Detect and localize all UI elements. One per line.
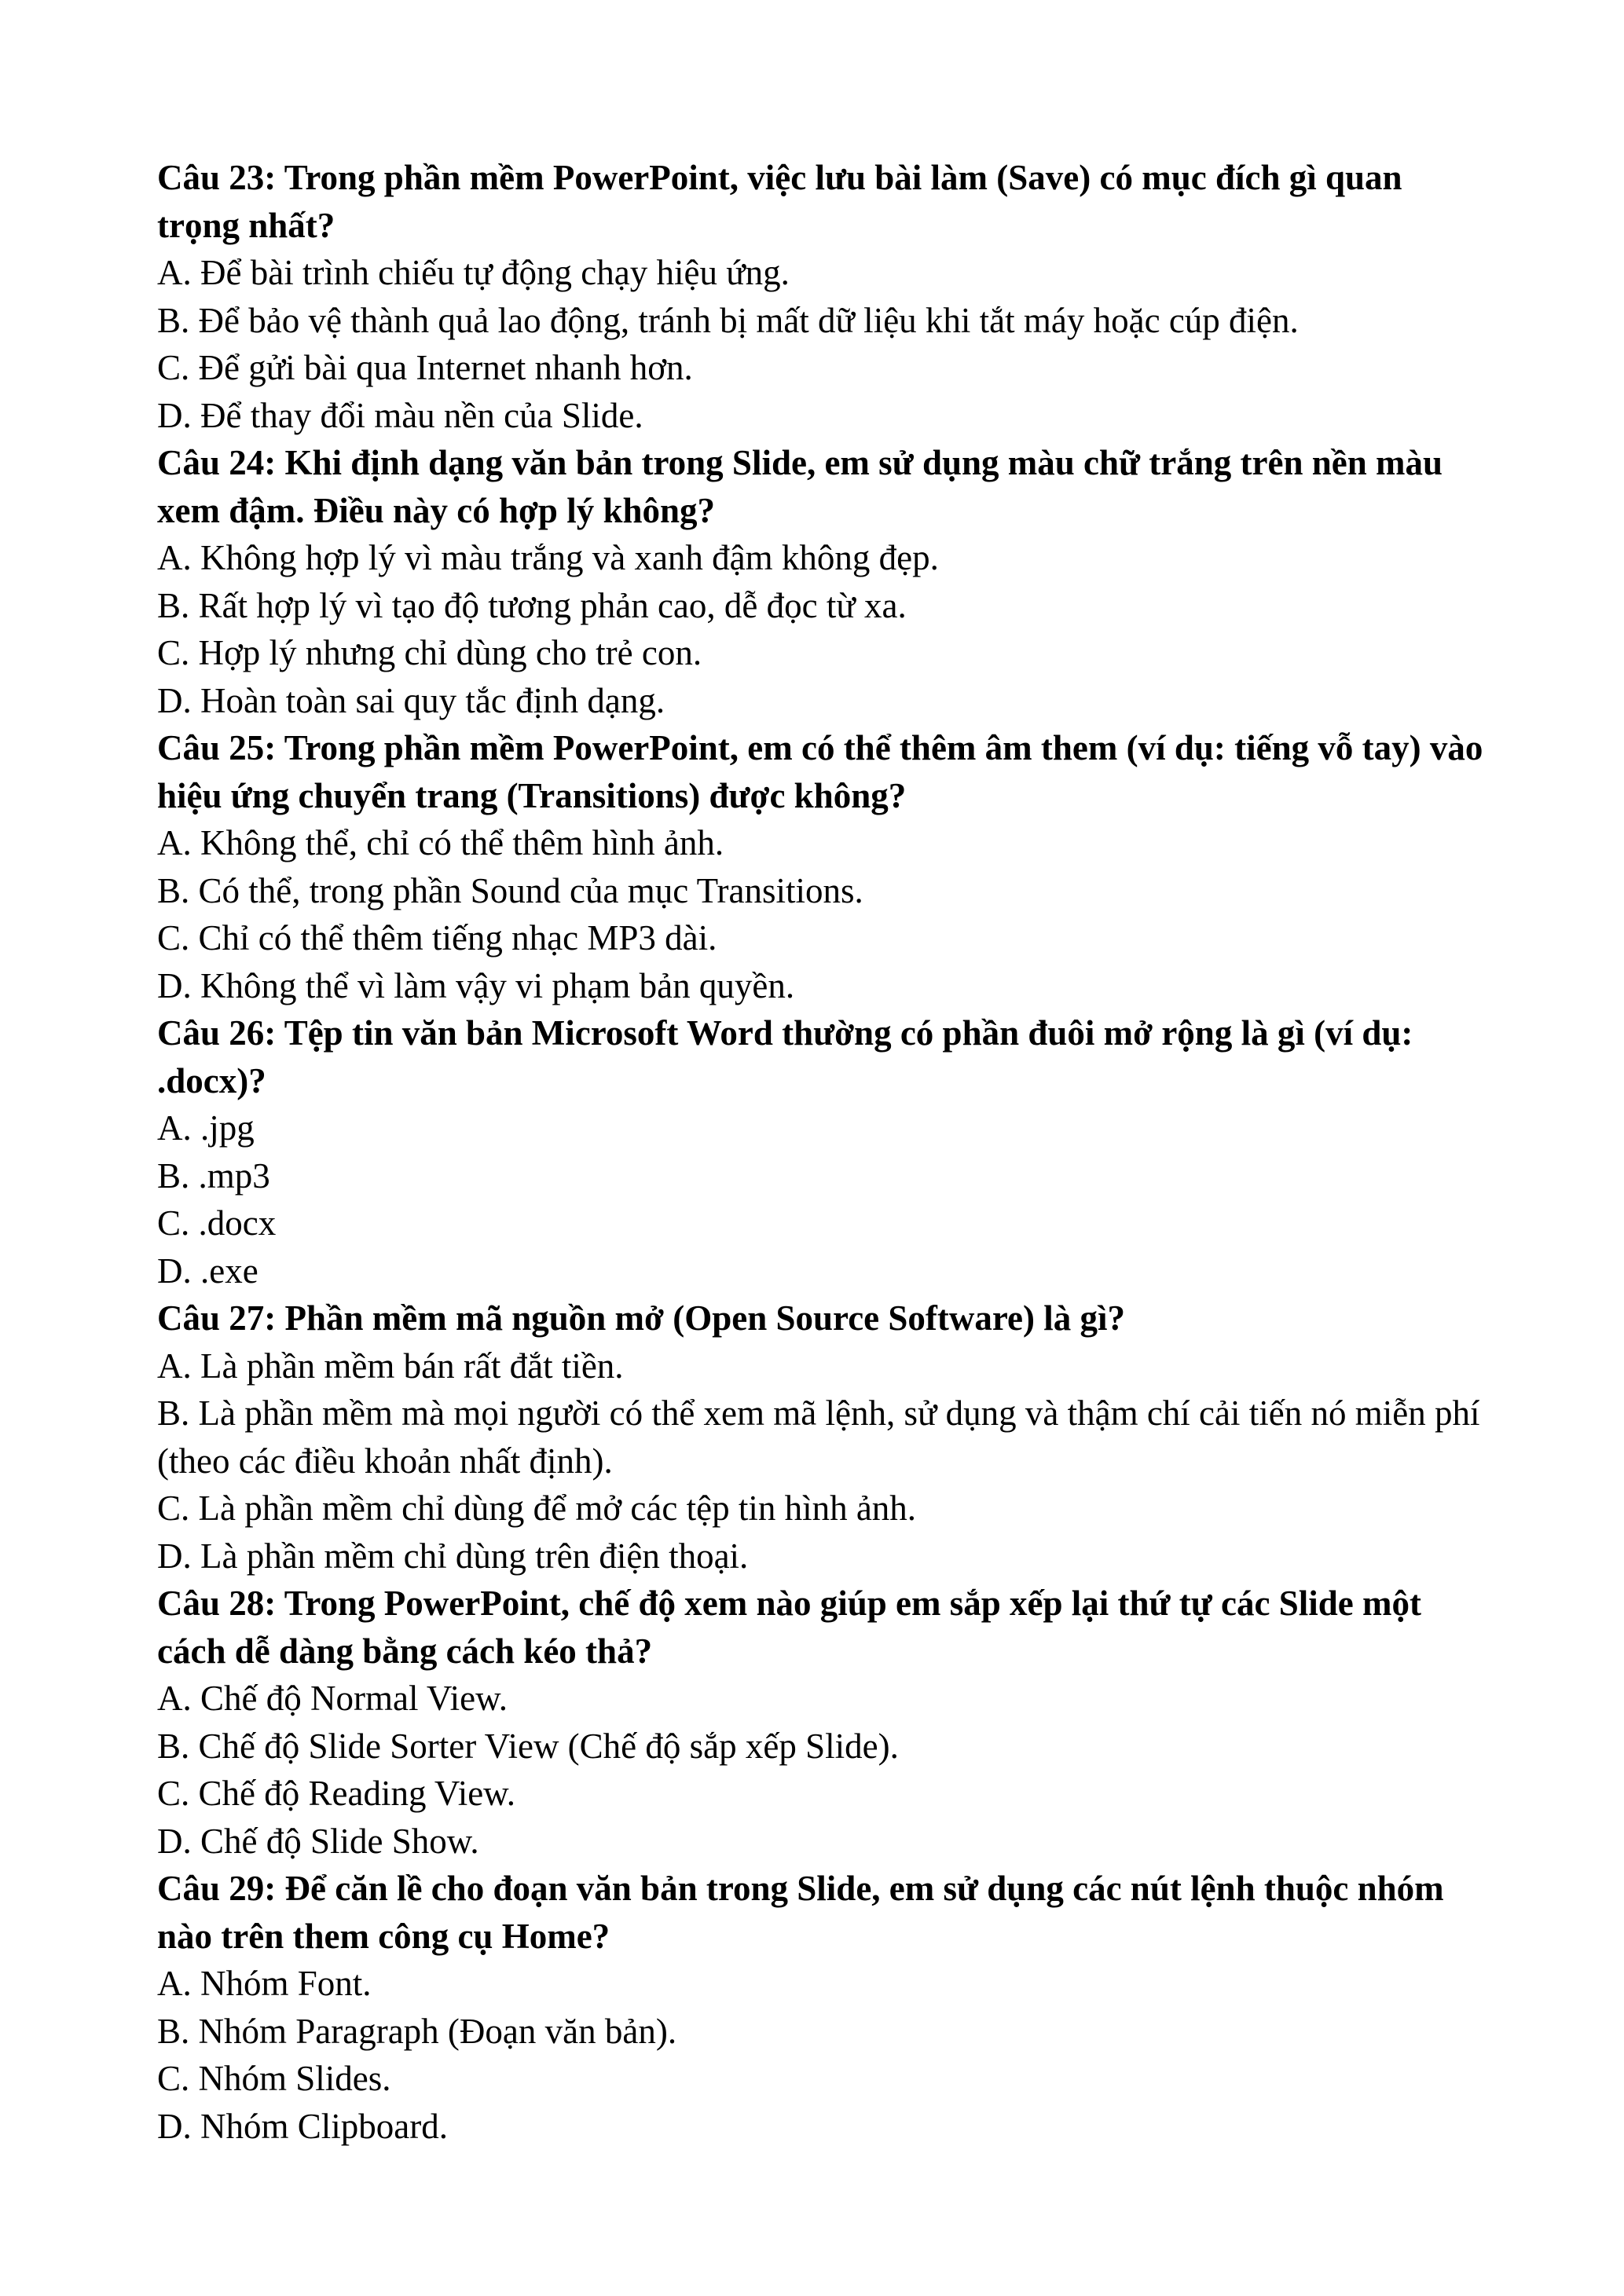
question-title: Câu 27: Phần mềm mã nguồn mở (Open Source Software) là gì? bbox=[157, 1298, 1126, 1338]
option-b: B. Rất hợp lý vì tạo độ tương phản cao, dễ đọc từ xa. bbox=[157, 585, 907, 625]
question-27 bbox=[157, 1294, 1493, 1580]
option-c: C. Chỉ có thể thêm tiếng nhạc MP3 dài. bbox=[157, 918, 717, 958]
option-c: C. Để gửi bài qua Internet nhanh hơn. bbox=[157, 348, 693, 387]
option-b: B. .mp3 bbox=[157, 1155, 270, 1196]
option-d: D. .exe bbox=[157, 1251, 258, 1291]
question-23 bbox=[157, 154, 1493, 439]
option-d: D. Không thể vì làm vậy vi phạm bản quyền. bbox=[157, 965, 795, 1005]
question-title: Câu 26: Tệp tin văn bản Microsoft Word thường có phần đuôi mở rộng là gì (ví dụ: .docx)? bbox=[157, 1013, 1413, 1100]
option-d: D. Hoàn toàn sai quy tắc định dạng. bbox=[157, 680, 665, 720]
option-c: C. .docx bbox=[157, 1203, 277, 1243]
question-title: Câu 28: Trong PowerPoint, chế độ xem nào giúp em sắp xếp lại thứ tự các Slide một cách dễ dàng bằng cách kéo thả? bbox=[157, 1584, 1421, 1671]
option-c: C. Là phần mềm chỉ dùng để mở các tệp tin hình ảnh. bbox=[157, 1489, 917, 1528]
question-title: Câu 24: Khi định dạng văn bản trong Slide, em sử dụng màu chữ trắng trên nền màu xem đậm. Điều này có hợp lý không? bbox=[157, 443, 1443, 530]
document-page bbox=[157, 154, 1493, 2150]
option-a: A. Để bài trình chiếu tự động chạy hiệu ứng. bbox=[157, 253, 790, 292]
option-a: A. Là phần mềm bán rất đắt tiền. bbox=[157, 1346, 624, 1386]
option-c: C. Nhóm Slides. bbox=[157, 2059, 391, 2098]
question-title: Câu 25: Trong phần mềm PowerPoint, em có thể thêm âm them (ví dụ: tiếng vỗ tay) vào hiệu ứng chuyển trang (Transitions) được không? bbox=[157, 728, 1483, 815]
question-28 bbox=[157, 1580, 1493, 1865]
question-title: Câu 23: Trong phần mềm PowerPoint, việc lưu bài làm (Save) có mục đích gì quan trọng nhất? bbox=[157, 158, 1402, 245]
option-d: D. Để thay đổi màu nền của Slide. bbox=[157, 395, 643, 435]
question-29 bbox=[157, 1865, 1493, 2150]
option-d: D. Nhóm Clipboard. bbox=[157, 2106, 448, 2146]
question-24 bbox=[157, 439, 1493, 724]
option-d: D. Chế độ Slide Show. bbox=[157, 1821, 479, 1861]
option-d: D. Là phần mềm chỉ dùng trên điện thoại. bbox=[157, 1536, 749, 1576]
option-b: B. Là phần mềm mà mọi người có thể xem mã lệnh, sử dụng và thậm chí cải tiến nó miễn phí (theo các điều khoản nhất định). bbox=[157, 1393, 1480, 1481]
option-b: B. Chế độ Slide Sorter View (Chế độ sắp xếp Slide). bbox=[157, 1726, 899, 1766]
option-a: A. Chế độ Normal View. bbox=[157, 1679, 508, 1718]
question-title: Câu 29: Để căn lề cho đoạn văn bản trong Slide, em sử dụng các nút lệnh thuộc nhóm nào trên them công cụ Home? bbox=[157, 1869, 1444, 1956]
option-a: A. Không thể, chỉ có thể thêm hình ảnh. bbox=[157, 823, 724, 862]
option-b: B. Để bảo vệ thành quả lao động, tránh bị mất dữ liệu khi tắt máy hoặc cúp điện. bbox=[157, 300, 1299, 340]
option-b: B. Có thể, trong phần Sound của mục Transitions. bbox=[157, 870, 863, 910]
question-26 bbox=[157, 1009, 1493, 1294]
option-c: C. Hợp lý nhưng chỉ dùng cho trẻ con. bbox=[157, 633, 702, 672]
option-a: A. Nhóm Font. bbox=[157, 1964, 372, 2003]
option-a: A. .jpg bbox=[157, 1108, 255, 1148]
option-c: C. Chế độ Reading View. bbox=[157, 1774, 515, 1813]
question-25 bbox=[157, 724, 1493, 1009]
option-b: B. Nhóm Paragraph (Đoạn văn bản). bbox=[157, 2011, 677, 2051]
option-a: A. Không hợp lý vì màu trắng và xanh đậm không đẹp. bbox=[157, 538, 939, 577]
